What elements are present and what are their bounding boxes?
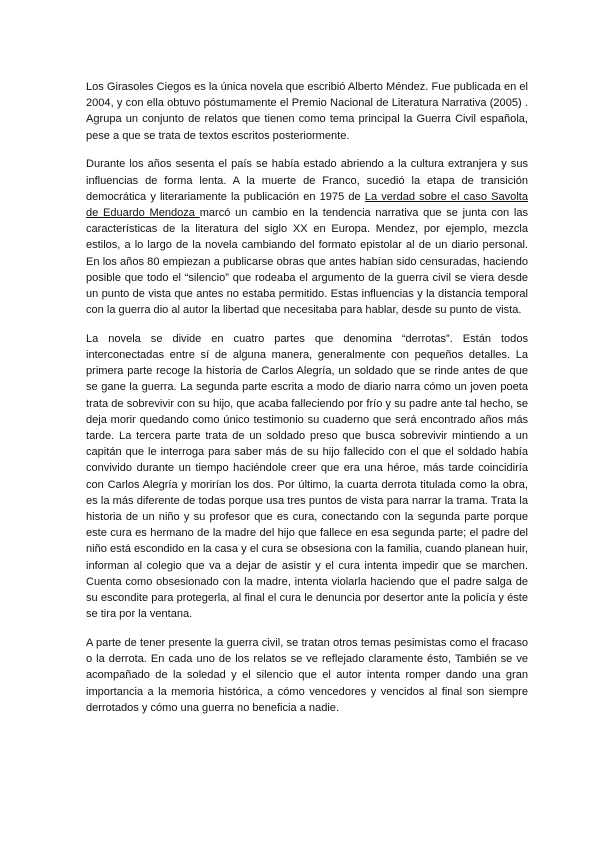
author-name-link[interactable]: Eduardo Mendoza [98,206,200,219]
paragraph-context-text-c: marcó un cambio en la tendencia narrativa que se junta con las características de la literatura del siglo XX en Europa. Mendez, por ejemplo, mezcla estilos, a lo largo de la novela cambiando del formato epistolar al de un diario personal. En los años 80 empiezan a publicarse obras que antes habían sido censuradas, haciendo posible que todo el “silencio” que rodeaba el argumento de la guerra civil se viera desde un punto de vista que antes no estaba permitido. Estas influencias y la distancia temporal con la guerra dio al autor la libertad que necesitaba para hablar, desde su punto de vista. [86,206,528,317]
paragraph-themes: A parte de tener presente la guerra civil, se tratan otros temas pesimistas como el fracaso o la derrota. En cada uno de los relatos se ve reflejado claramente ésto, También se ve acompañado de la soledad y el silencio que el autor intenta romper dando una gran importancia a la memoria histórica, a cómo vencedores y vencidos al final son siempre derrotados y cómo una guerra no beneficia a nadie. [86,637,528,714]
paragraph-intro: Los Girasoles Ciegos es la única novela que escribió Alberto Méndez. Fue publicada en el 2004, y con ella obtuvo póstumamente el Premio Nacional de Literatura Narrativa (2005) . Agrupa un conjunto de relatos que tienen como tema principal la Guerra Civil española, pese a que se trata de textos escritos posteriormente. [86,81,528,142]
paragraph-context [86,156,528,318]
paragraph-structure: La novela se divide en cuatro partes que denomina “derrotas”. Están todos interconectadas entre sí de alguna manera, generalmente con pequeños detalles. La primera parte recoge la historia de Carlos Alegría, un soldado que se rinde antes de que se gane la guerra. La segunda parte escrita a modo de diario narra cómo un joven poeta trata de sobrevivir con su hijo, que acaba falleciendo por frío y su padre ante tal hecho, se deja morir quedando como único testimonio su cuaderno que será encontrado años más tarde. La tercera parte trata de un soldado preso que busca sobrevivir mintiendo a un capitán que le interroga para saber más de su hijo fallecido con el que el soldado había convivido durante un tiempo haciéndole creer que era una héroe, más tarde coincidiría con Carlos Alegría y morirían los dos. Por último, la cuarta derrota titulada como la obra, es la más diferente de todas porque usa tres puntos de vista para narrar la trama. Trata la historia de un niño y su profesor que es cura, conectando con la segunda parte porque este cura es hermano de la madre del hijo que fallece en esa segunda parte; el padre del niño está escondido en la casa y el cura se obsesiona con la familia, cuando planean huir, informan al colegio que va a dejar de asistir y el cura intenta impedir que se marchen. Cuenta como obsesionado con la madre, intenta violarla haciendo que el padre salga de su escondite para protegerla, al final el cura le denuncia por desertor ante la policía y éste se tira por la ventana. [86,332,528,621]
book-title-link[interactable]: La verdad sobre el caso Savolta [364,190,528,203]
document-page [86,79,528,729]
paragraph-context-text-a: Durante los años sesenta el país se había estado abriendo a la cultura extranjera y sus influencias de forma lenta. A la muerte de Franco, sucedió la etapa de transición democrática y literariamente la publicación en 1975 de [86,158,528,203]
book-title-link-de[interactable]: de [86,206,99,219]
